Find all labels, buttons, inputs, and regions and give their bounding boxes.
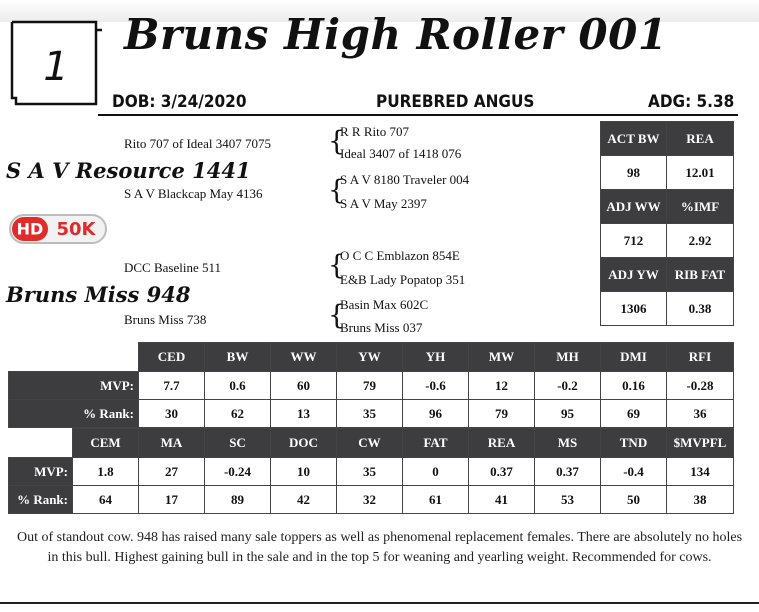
epd-table-2 <box>8 428 734 514</box>
epd2-rank-cell: 50 <box>601 486 667 514</box>
imf-value: 2.92 <box>667 224 734 258</box>
header-rule <box>98 114 738 116</box>
epd1-header-cell: YH <box>403 343 469 372</box>
epd1-mvp-cell: -0.28 <box>667 372 734 400</box>
epd2-rank-cell: 41 <box>469 486 535 514</box>
act-bw-label: ACT BW <box>601 122 667 156</box>
brace-sire-dam: { <box>328 175 346 206</box>
pedigree-ssire-dam: Ideal 3407 of 1418 076 <box>340 146 462 161</box>
epd2-mvp-cell: 27 <box>139 458 205 486</box>
rib-fat-value: 0.38 <box>667 292 734 326</box>
pedigree-dam-dam: Bruns Miss 738 <box>124 312 207 327</box>
epd2-header-cell: SC <box>205 429 271 458</box>
adj-yw-value: 1306 <box>601 292 667 326</box>
epd2-mvp-cell: 0.37 <box>469 458 535 486</box>
adj-ww-value: 712 <box>601 224 667 258</box>
brace-sire-sire: { <box>328 126 346 157</box>
epd2-mvp-cell: 0 <box>403 458 469 486</box>
epd2-mvp-cell: 1.8 <box>73 458 139 486</box>
epd1-mvp-cell: 79 <box>337 372 403 400</box>
epd2-header-cell: TND <box>601 429 667 458</box>
pedigree-dam: Bruns Miss 948 <box>6 282 191 307</box>
epd2-header-cell: CW <box>337 429 403 458</box>
epd1-rank-cell: 96 <box>403 400 469 428</box>
epd2-rank-cell: 61 <box>403 486 469 514</box>
epd-table-1 <box>8 342 734 428</box>
pedigree-dam-sire: DCC Baseline 511 <box>124 260 222 275</box>
epd2-mvp-label: MVP: <box>9 458 73 486</box>
rib-fat-label: RIB FAT <box>667 258 734 292</box>
epd1-mvp-cell: 0.6 <box>205 372 271 400</box>
dob-text: DOB: 3/24/2020 <box>112 92 247 112</box>
epd1-header-cell: BW <box>205 343 271 372</box>
adj-ww-label: ADJ WW <box>601 190 667 224</box>
epd2-rank-cell: 38 <box>667 486 734 514</box>
pedigree-sire-sire: Rito 707 of Ideal 3407 7075 <box>124 136 271 151</box>
epd1-rank-cell: 30 <box>139 400 205 428</box>
epd2-header-cell: CEM <box>73 429 139 458</box>
epd2-header-cell: MA <box>139 429 205 458</box>
epd1-mvp-cell: 7.7 <box>139 372 205 400</box>
pedigree-sdam-sire: S A V 8180 Traveler 004 <box>340 172 470 187</box>
epd1-header-cell: RFI <box>667 343 734 372</box>
adg-text: ADG: 5.38 <box>648 92 735 112</box>
epd2-header-cell: $MVPFL <box>667 429 734 458</box>
brace-dam-dam: { <box>328 300 346 331</box>
epd2-rank-cell: 64 <box>73 486 139 514</box>
epd1-header-cell: MH <box>535 343 601 372</box>
epd1-rank-cell: 62 <box>205 400 271 428</box>
hd50k-logo <box>8 212 108 246</box>
epd2-rank-cell: 53 <box>535 486 601 514</box>
epd1-mvp-cell: 12 <box>469 372 535 400</box>
epd2-mvp-cell: 134 <box>667 458 734 486</box>
epd1-rank-cell: 79 <box>469 400 535 428</box>
act-bw-value: 98 <box>601 156 667 190</box>
pedigree-ssire-sire: R R Rito 707 <box>340 124 409 139</box>
bottom-rule <box>0 602 759 604</box>
epd2-rank-cell: 42 <box>271 486 337 514</box>
adj-yw-label: ADJ YW <box>601 258 667 292</box>
epd1-mvp-cell: 0.16 <box>601 372 667 400</box>
epd2-mvp-cell: -0.24 <box>205 458 271 486</box>
epd2-mvp-cell: 0.37 <box>535 458 601 486</box>
epd1-rank-cell: 35 <box>337 400 403 428</box>
animal-name-title: Bruns High Roller 001 <box>124 10 668 59</box>
epd2-header-cell: FAT <box>403 429 469 458</box>
svg-text:HD: HD <box>16 219 44 239</box>
pedigree-dsire-sire: O C C Emblazon 854E <box>340 248 460 263</box>
pedigree-dsire-dam: E&B Lady Popatop 351 <box>340 272 466 287</box>
epd1-rank-cell: 36 <box>667 400 734 428</box>
epd2-mvp-cell: 10 <box>271 458 337 486</box>
brace-dam-sire: { <box>328 250 346 281</box>
epd1-mvp-cell: -0.2 <box>535 372 601 400</box>
measurements-table <box>600 121 734 326</box>
epd1-rank-label: % Rank: <box>9 400 139 428</box>
epd1-rank-cell: 95 <box>535 400 601 428</box>
rea-label: REA <box>667 122 734 156</box>
epd1-header-cell: YW <box>337 343 403 372</box>
epd1-rank-cell: 69 <box>601 400 667 428</box>
epd1-mvp-label: MVP: <box>9 372 139 400</box>
epd2-corner <box>9 429 73 458</box>
epd2-rank-label: % Rank: <box>9 486 73 514</box>
lot-number-box <box>10 20 102 106</box>
imf-label: %IMF <box>667 190 734 224</box>
epd1-header-cell: MW <box>469 343 535 372</box>
epd1-mvp-cell: -0.6 <box>403 372 469 400</box>
lot-number: 1 <box>43 44 69 90</box>
pedigree-sire: S A V Resource 1441 <box>6 158 251 183</box>
epd2-header-cell: MS <box>535 429 601 458</box>
epd1-header-cell: CED <box>139 343 205 372</box>
pedigree-sire-dam: S A V Blackcap May 4136 <box>124 186 263 201</box>
epd2-rank-cell: 32 <box>337 486 403 514</box>
breed-text: PUREBRED ANGUS <box>376 92 535 112</box>
pedigree-sdam-dam: S A V May 2397 <box>340 196 427 211</box>
epd1-mvp-cell: 60 <box>271 372 337 400</box>
epd1-rank-cell: 13 <box>271 400 337 428</box>
epd1-header-cell: DMI <box>601 343 667 372</box>
epd2-mvp-cell: -0.4 <box>601 458 667 486</box>
epd2-header-cell: DOC <box>271 429 337 458</box>
svg-text:50K: 50K <box>56 219 96 240</box>
epd2-mvp-cell: 35 <box>337 458 403 486</box>
epd1-corner <box>9 343 139 372</box>
epd1-header-cell: WW <box>271 343 337 372</box>
epd2-rank-cell: 17 <box>139 486 205 514</box>
bull-comment: Out of standout cow. 948 has raised many sale toppers as well as phenomenal replacement females. There are absolutely no holes in this bull. Highest gaining bull in the sale and in the top 5 for weaning and yearling weight. Recommended for cows. <box>16 530 743 565</box>
pedigree-ddam-dam: Bruns Miss 037 <box>340 320 423 335</box>
rea-value: 12.01 <box>667 156 734 190</box>
pedigree-ddam-sire: Basin Max 602C <box>340 297 429 312</box>
epd2-header-cell: REA <box>469 429 535 458</box>
epd2-rank-cell: 89 <box>205 486 271 514</box>
